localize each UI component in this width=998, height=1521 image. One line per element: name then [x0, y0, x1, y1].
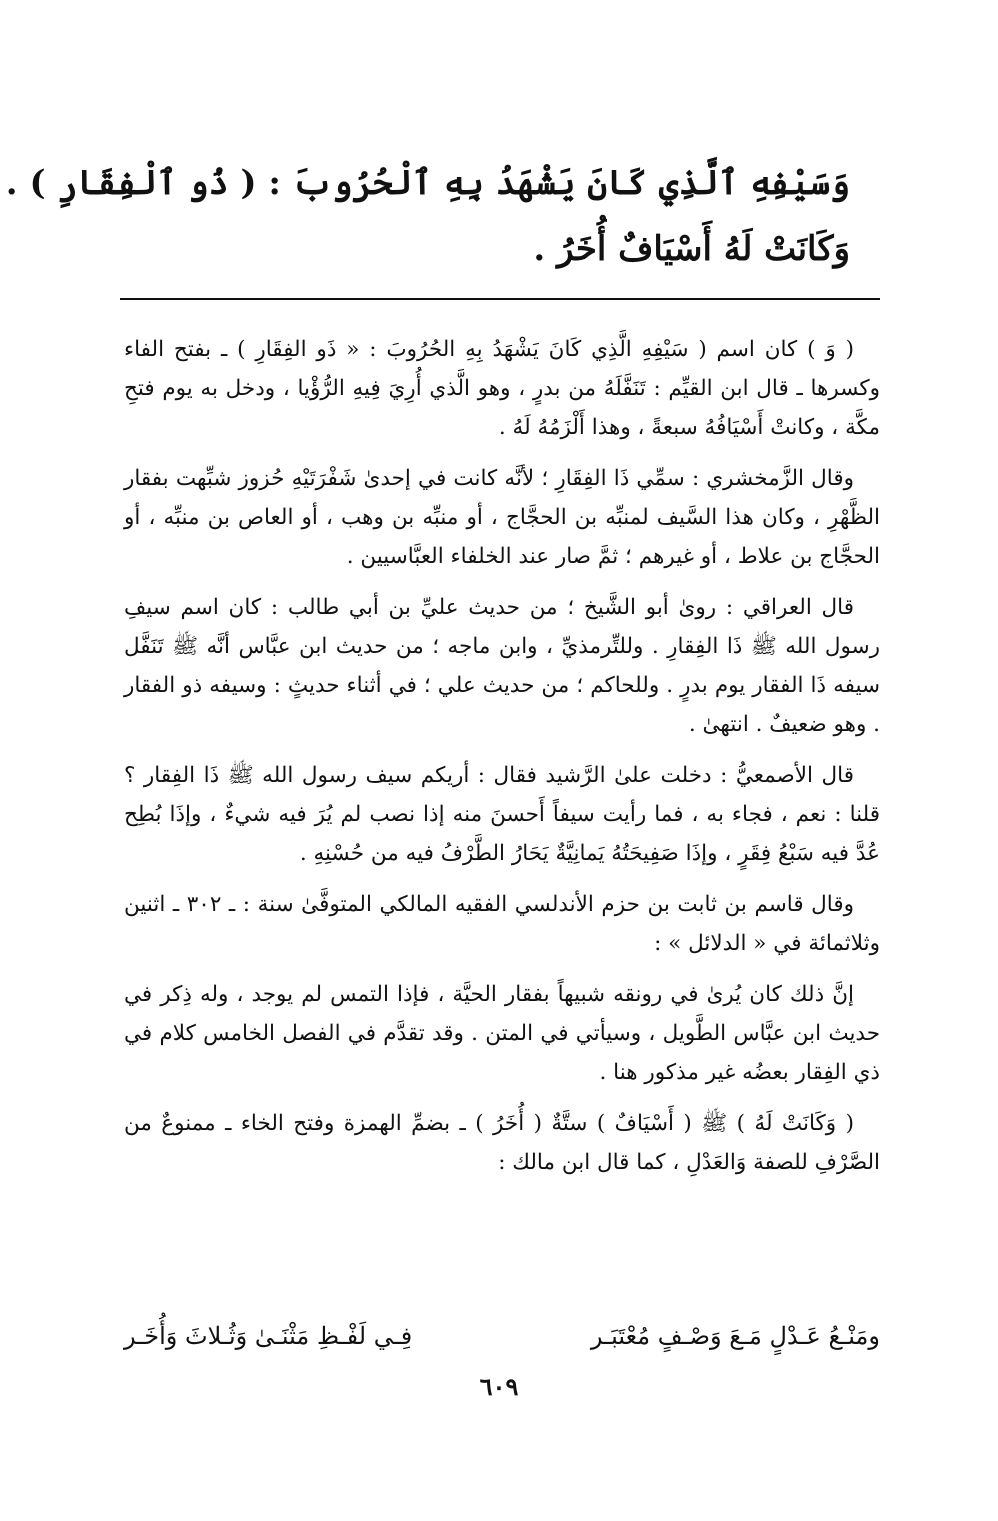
commentary-block — [124, 330, 880, 1194]
commentary-paragraph-5: وقال قاسم بن ثابت بن حزم الأندلسي الفقيه المالكي المتوفَّىٰ سنة : ـ ٣٠٢ ـ اثنين وثلاثمائة في « الدلائل » : — [124, 892, 880, 956]
footnote-divider — [120, 298, 880, 300]
page-number: ٦٠٩ — [479, 1372, 519, 1401]
verse-first-hemistich: ومَنْـعُ عَـدْلٍ مَـعَ وَصْـفٍ مُعْتَبَـر — [590, 1322, 880, 1350]
poetry-verse — [124, 1316, 880, 1356]
commentary-paragraph-6: إنَّ ذلك كان يُرىٰ في رونقه شبيهاً بفقار الحيَّة ، فإذا التمس لم يوجد ، وله ذِكر في حديث ابن عبَّاس الطَّويل ، وسيأتي في المتن . وقد تقدَّم في الفصل الخامس كلام في ذي الفِقار بعضُه غير مذكور هنا . — [124, 982, 880, 1085]
commentary-paragraph-1: ( وَ ) كان اسم ( سَيْفِهِ الَّذِي كَانَ يَشْهَدُ بِهِ الحُرُوبَ : « ذَو الفِقَارِ ) ـ بفتح الفاء وكسرها ـ قال ابن القيِّم : تَنَفَّلَهُ من بدرٍ ، وهو الَّذي أُرِيَ فِيهِ الرُّؤْيا ، ودخل به يوم فتحِ مكَّة ، وكانتْ أَسْيَافُهُ سبعةً ، وهذا أَلْزَمُهُ لَهُ . — [124, 337, 880, 440]
main-text-line-1: وَسَيْفِهِ ٱلَّذِي كَانَ يَشْهَدُ بِهِ ٱلْحُرُوبَ : ( ذُو ٱلْفِقَارِ ) . — [5, 163, 850, 203]
verse-second-hemistich: فِـي لَفْـظِ مَثْنَـىٰ وَثُـلاثَ وَأُخَـر — [124, 1322, 413, 1350]
commentary-paragraph-2: وقال الزَّمخشري : سمِّي ذَا الفِقَارِ ؛ لأنَّه كانت في إحدىٰ شَفْرَتَيْهِ حُزوز شبِّهت بفقار الظَّهْرِ ، وكان هذا السَّيف لمنبِّه بن الحجَّاج ، أو منبِّه بن وهب ، أو العاص بن منبِّه ، أو الحجَّاج بن علاط ، أو غيرهم ؛ ثمَّ صار عند الخلفاء العبَّاسيين . — [124, 466, 880, 569]
commentary-paragraph-4: قال الأصمعيُّ : دخلت علىٰ الرَّشيد فقال : أريكم سيف رسول الله ﷺ ذَا الفِقار ؟ قلنا : نعم ، فجاء به ، فما رأيت سيفاً أَحسنَ منه إذا نصب لم يُرَ فيه شيءٌ ، وإذَا بُطِح عُدَّ فيه سَبْعُ فِقَرٍ ، وإذَا صَفِيحَتُهُ يَمانِيَّةٌ يَحَارُ الطَّرْفُ فيه من حُسْنِهِ . — [124, 763, 880, 866]
commentary-paragraph-3: قال العراقي : روىٰ أبو الشَّيخ ؛ من حديث عليِّ بن أبي طالب : كان اسم سيفِ رسول الله ﷺ ذَا الفِقارِ . وللتِّرمذيِّ ، وابن ماجه ؛ من حديث ابن عبَّاس أنَّه ﷺ تَنَفَّل سيفه ذَا الفقار يوم بدرٍ . وللحاكم ؛ من حديث علي ؛ في أثناء حديثٍ : وسيفه ذو الفقار . وهو ضعيفٌ . انتهىٰ . — [124, 595, 880, 737]
commentary-paragraph-7: ( وَكَانَتْ لَهُ ) ﷺ ( أَسْيَافٌ ) ستَّةٌ ( أُخَرُ ) ـ بضمِّ الهمزة وفتح الخاء ـ ممنوعٌ من الصَّرْفِ للصفة وَالعَدْلِ ، كما قال ابن مالك : — [124, 1111, 880, 1175]
main-text-block — [5, 150, 850, 282]
main-text-line-2: وَكَانَتْ لَهُ أَسْيَافٌ أُخَرُ . — [533, 229, 850, 269]
